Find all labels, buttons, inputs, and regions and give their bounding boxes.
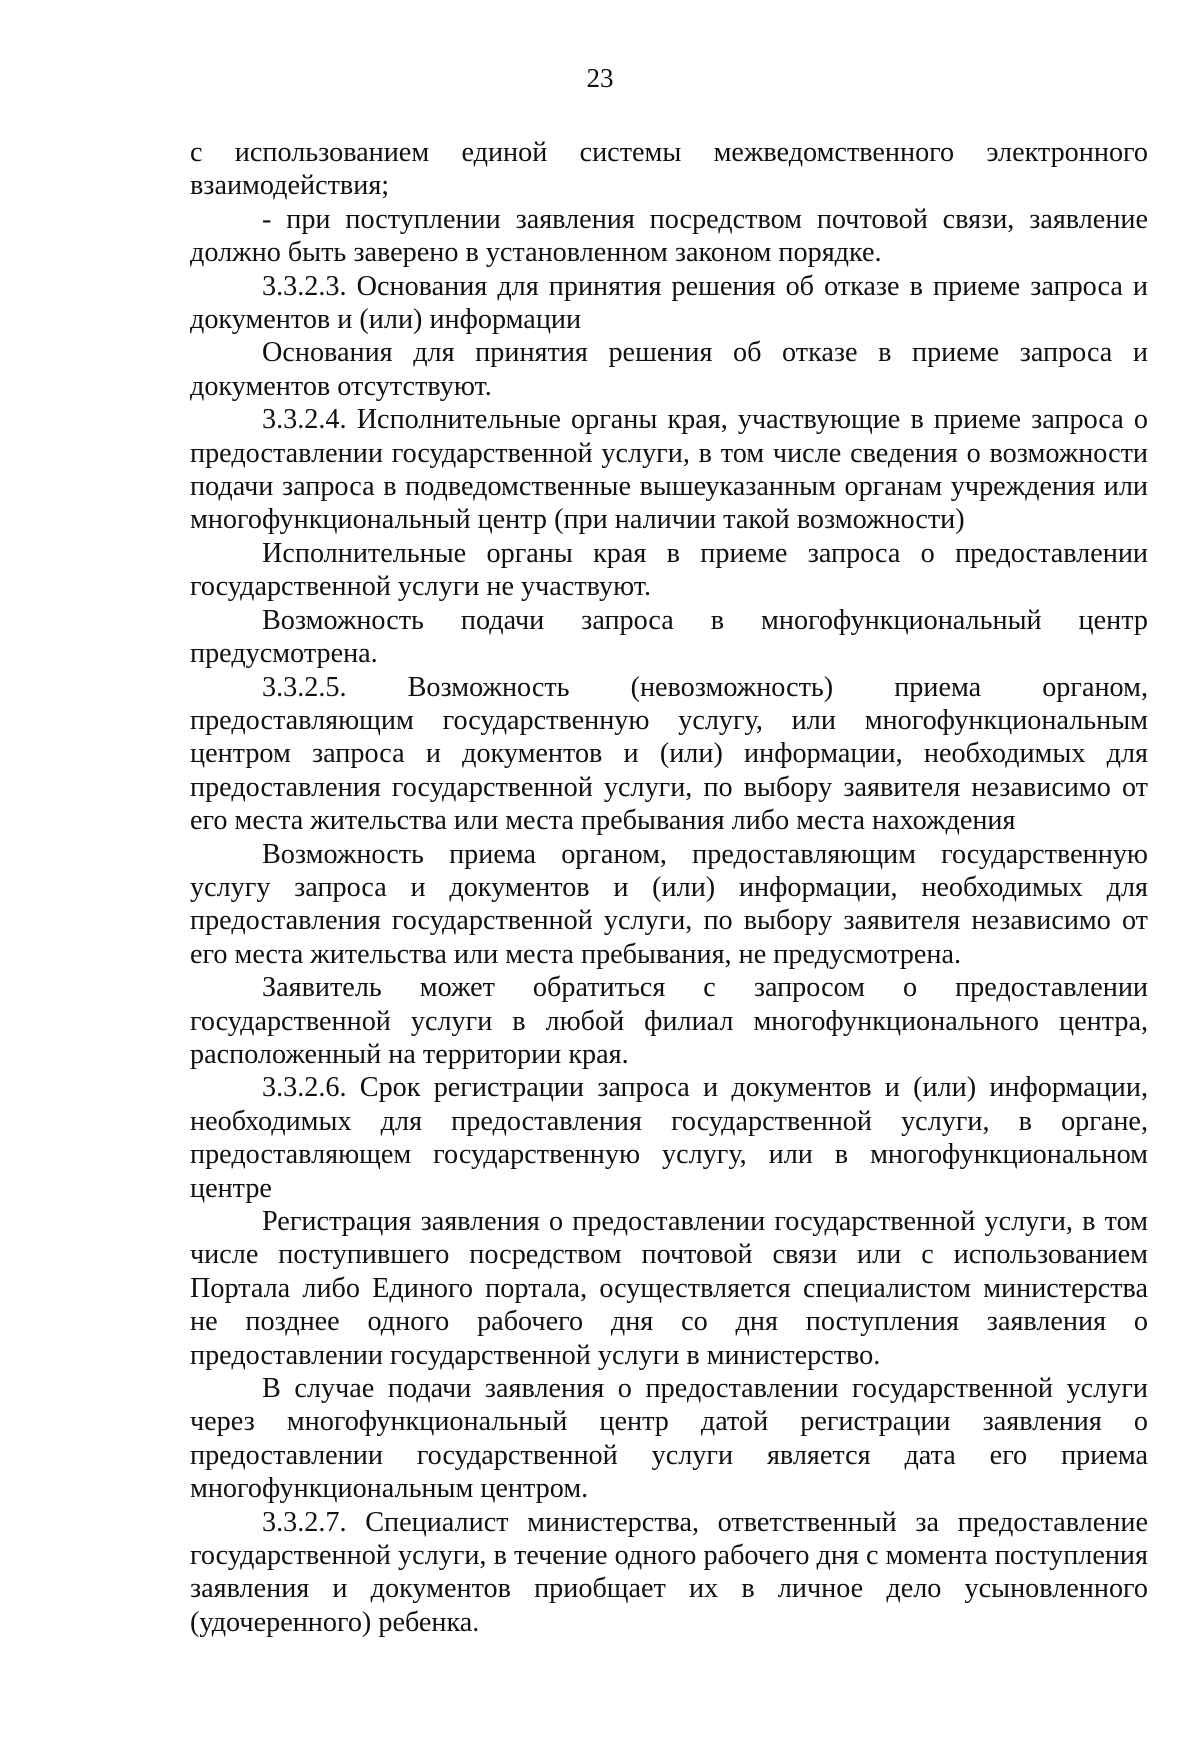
paragraph: с использованием единой системы межведомственного электронного взаимодействия; [190,137,1148,202]
paragraph: Исполнительные органы края в приеме запроса о предоставлении государственной услуги не участвуют. [190,537,1148,603]
document-body [190,136,1148,1639]
paragraph: 3.3.2.6. Срок регистрации запроса и документов и (или) информации, необходимых для предоставления государственной услуги, в органе, предоставляющем государственную услугу, или в многофункциональном центре [190,1072,1148,1204]
paragraph: Регистрация заявления о предоставлении государственной услуги, в том числе поступившего посредством почтовой связи или с использованием Портала либо Единого портала, осуществляется специалистом министерства не позднее одного рабочего дня со дня поступления заявления о предоставлении государственной услуги в министерство. [190,1206,1148,1371]
paragraph: 3.3.2.7. Специалист министерства, ответственный за предоставление государственной услуги, в течение одного рабочего дня с момента поступления заявления и документов приобщает их в личное дело усыновленного (удочеренного) ребенка. [190,1506,1148,1638]
paragraph: Возможность подачи запроса в многофункциональный центр предусмотрена. [190,604,1148,670]
paragraph: - при поступлении заявления посредством почтовой связи, заявление должно быть заверено в установленном законом порядке. [190,203,1148,269]
paragraph: 3.3.2.5. Возможность (невозможность) приема органом, предоставляющим государственную услугу, или многофункциональным центром запроса и документов и (или) информации, необходимых для предоставления государственной услуги, по выбору заявителя независимо от его места жительства или места пребывания либо места нахождения [190,671,1148,837]
page-number: 23 [586,63,614,93]
paragraph: Возможность приема органом, предоставляющим государственную услугу запроса и документов и (или) информации, необходимых для предоставления государственной услуги, по выбору заявителя независимо от его места жительства или места пребывания, не предусмотрена. [190,838,1148,970]
paragraph: В случае подачи заявления о предоставлении государственной услуги через многофункциональный центр датой регистрации заявления о предоставлении государственной услуги является дата его приема многофункциональным центром. [190,1373,1148,1505]
paragraph: Заявитель может обратиться с запросом о предоставлении государственной услуги в любой филиал многофункционального центра, расположенный на территории края. [190,972,1148,1070]
paragraph: 3.3.2.4. Исполнительные органы края, участвующие в приеме запроса о предоставлении государственной услуги, в том числе сведения о возможности подачи запроса в подведомственные вышеуказанным органам учреждения или многофункциональный центр (при наличии такой возможности) [190,404,1148,536]
paragraph: Основания для принятия решения об отказе в приеме запроса и документов отсутствуют. [190,337,1148,402]
paragraph: 3.3.2.3. Основания для принятия решения об отказе в приеме запроса и документов и (или) информации [190,270,1148,336]
